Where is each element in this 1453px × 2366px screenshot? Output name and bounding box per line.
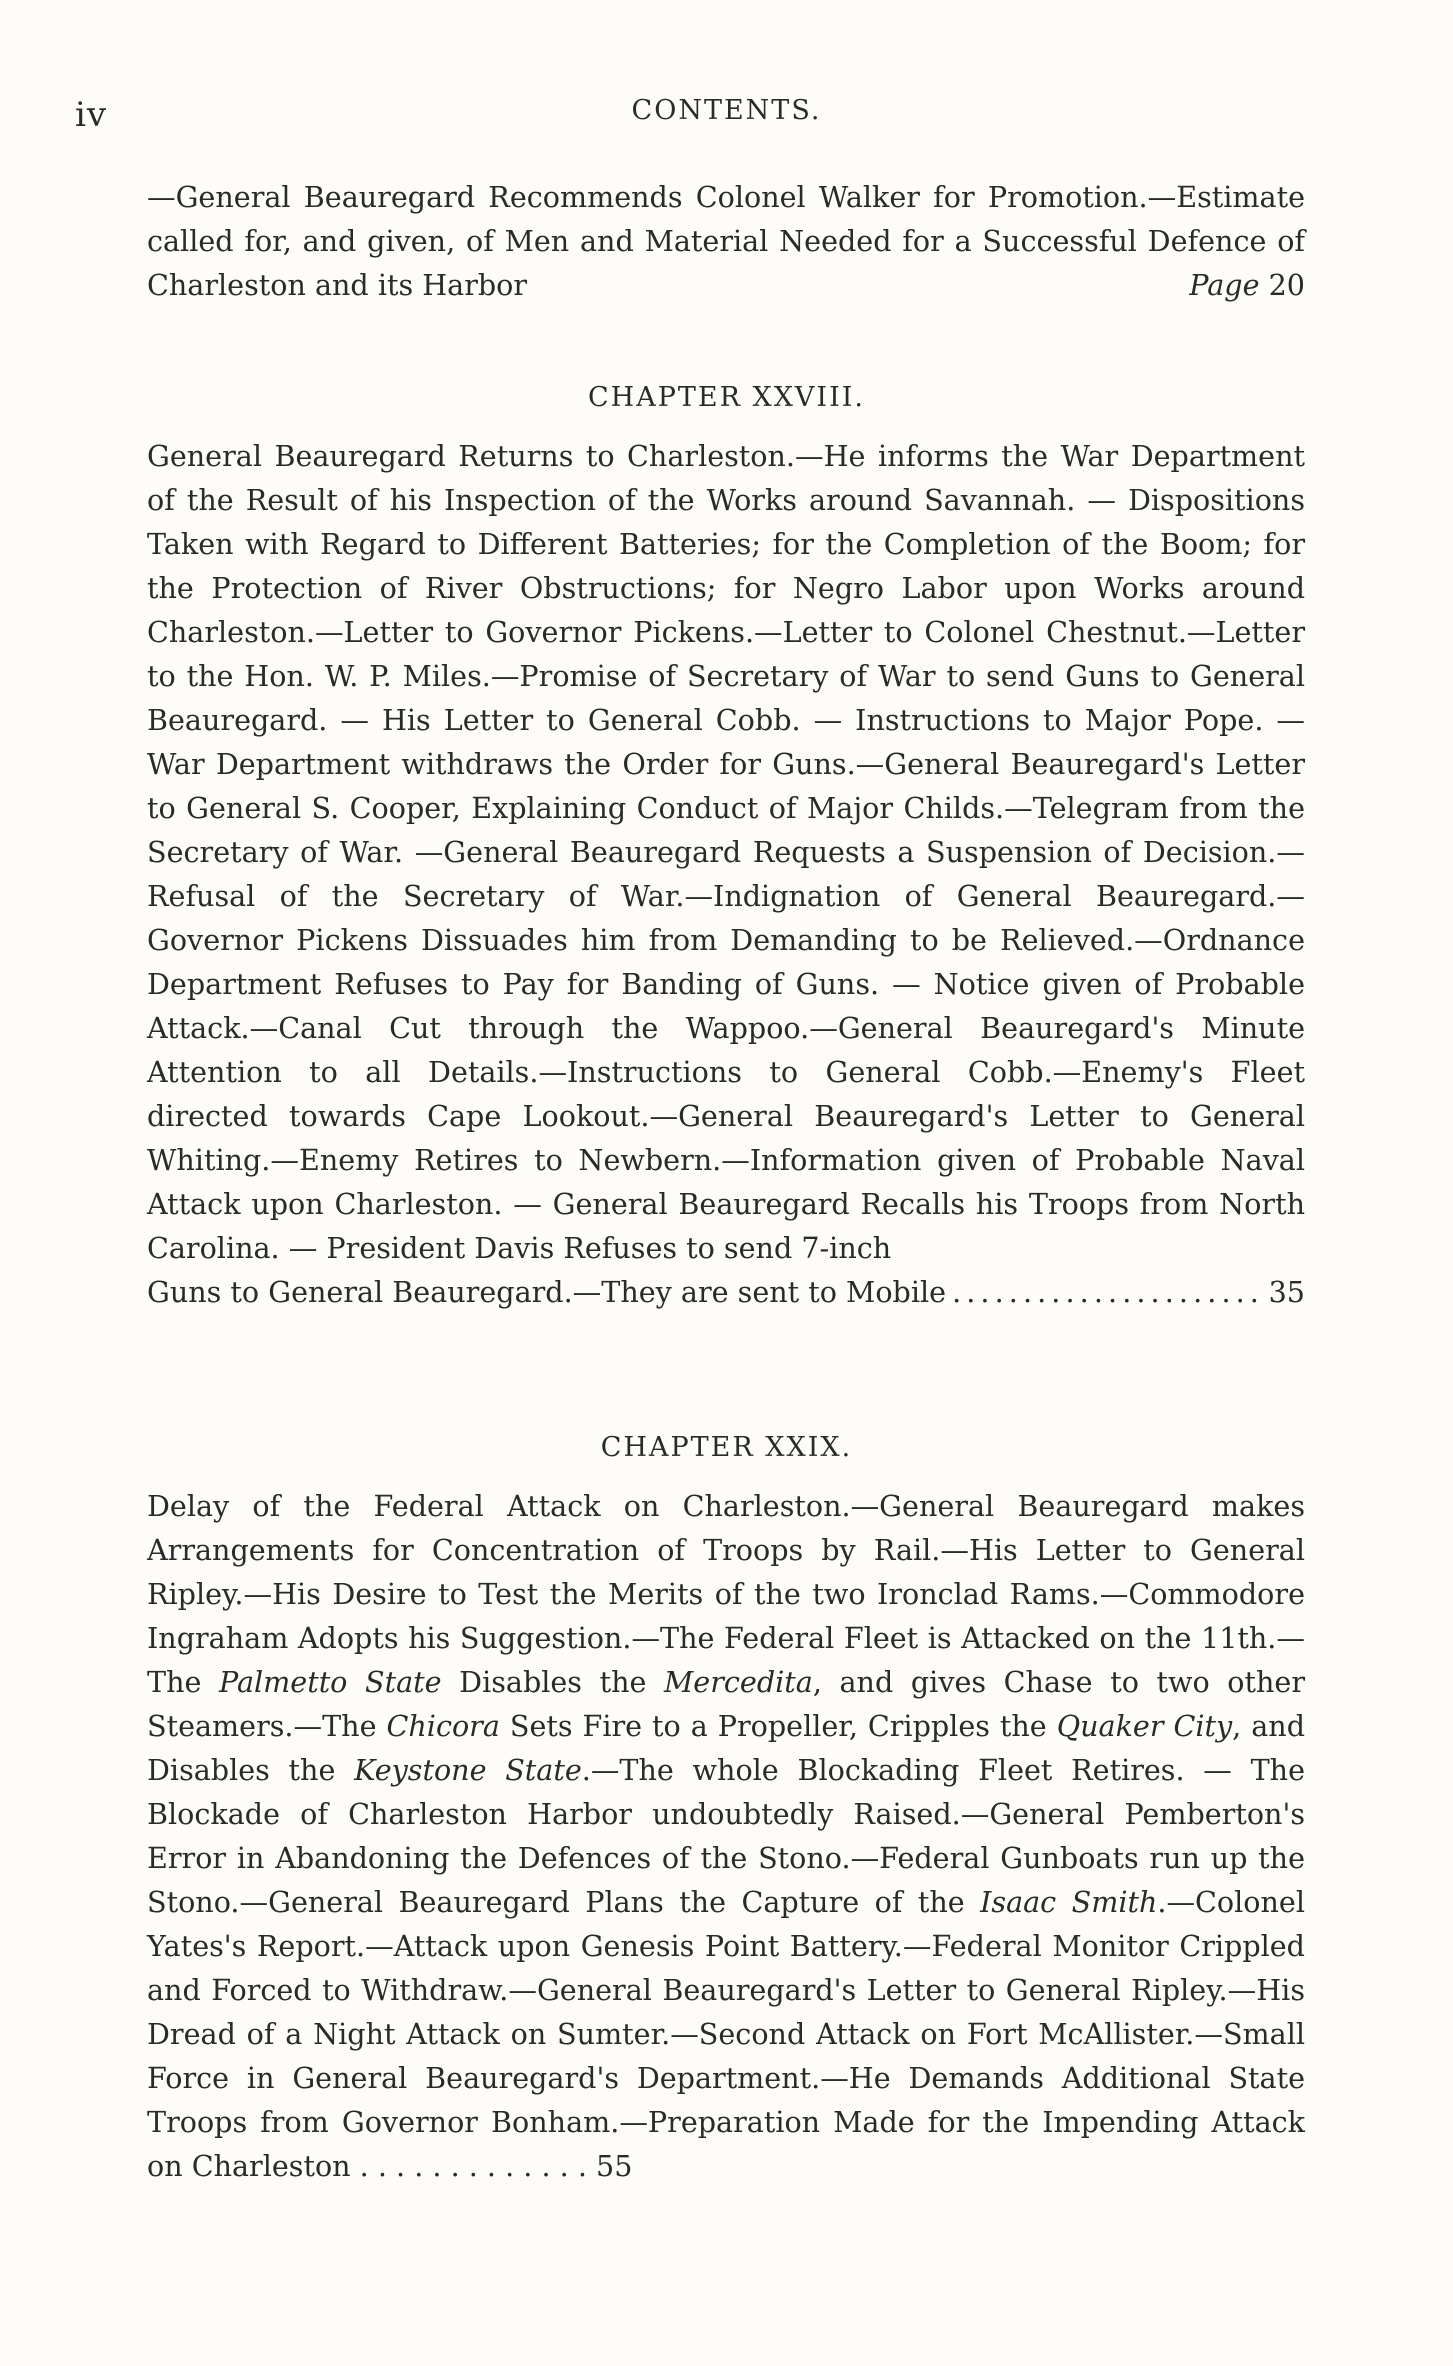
chapter-xxix-seg-12: .—Colonel Yates's Report.—Attack upon Genesis Point Battery.—Federal Monitor Crippled and Forced to Withdraw.—General Beauregard's Letter to General Ripley.—His Dread of a Night Attack on Sumter.—Second Attack on Fort McAllister.—Small Force in General Beauregard's Department.—He Demands Additional State Troops from Governor Bonham.—Preparation Made for the Impending Attack on Charleston <box>147 1885 1305 2183</box>
ship-chicora: Chicora <box>386 1709 500 1743</box>
running-head: CONTENTS. <box>631 95 822 126</box>
chapter-xxix-seg-10: .—The whole Blockading Fleet Retires. — The Blockade of Charleston Harbor undoubtedly Raised.—General Pemberton's Error in Abandoning the Defences of the Stono.—Federal Gunboats run up the Stono.—General Beauregard Plans the Capture of the <box>147 1753 1305 1919</box>
folio: iv <box>75 95 108 135</box>
chapter-xxviii-last-line <box>75 1270 1305 1314</box>
chapter-heading-xxix: CHAPTER XXIX. <box>600 1432 853 1463</box>
chapter-xxviii-body: General Beauregard Returns to Charleston.—He informs the War Department of the Result of his Inspection of the Works around Savannah. — Dispositions Taken with Regard to Different Batteries; for the Completion of the Boom; for the Protection of River Obstructions; for Negro Labor upon Works around Charleston.—Letter to Governor Pickens.—Letter to Colonel Chestnut.—Letter to the Hon. W. P. Miles.—Promise of Secretary of War to send Guns to General Beauregard. — His Letter to General Cobb. — Instructions to Major Pope. — War Department withdraws the Order for Guns.—General Beauregard's Letter to General S. Cooper, Explaining Conduct of Major Childs.—Telegram from the Secretary of War. —General Beauregard Requests a Suspension of Decision.—Refusal of the Secretary of War.—Indignation of General Beauregard.—Governor Pickens Dissuades him from Demanding to be Relieved.—Ordnance Department Refuses to Pay for Banding of Guns. — Notice given of Probable Attack.—Canal Cut through the Wappoo.—General Beauregard's Minute Attention to all Details.—Instructions to General Cobb.—Enemy's Fleet directed towards Cape Lookout.—General Beauregard's Letter to General Whiting.—Enemy Retires to Newbern.—Information given of Probable Naval Attack upon Charleston. — General Beauregard Recalls his Troops from North Carolina. — President Davis Refuses to send 7-inch <box>147 439 1305 1265</box>
chapter-xxviii-text <box>75 434 1305 1270</box>
chapter-xxix-summary <box>75 1484 1305 2188</box>
chapter-xxviii-summary <box>75 434 1305 1314</box>
leader-dots-inline: . . . . . . . . . . . . . <box>350 2149 597 2183</box>
chapter-xxix-seg-4: , and gives Chase to two other Steamers.—The <box>147 1665 1306 1743</box>
page-label: Page <box>1189 268 1260 302</box>
intro-entry-line <box>147 175 1305 307</box>
ship-mercedita: Mercedita <box>664 1665 813 1699</box>
chapter-xxix-seg-2: Disables the <box>441 1665 665 1699</box>
ship-palmetto-state: Palmetto State <box>219 1665 442 1699</box>
chapter-xxviii-leader <box>147 1270 1305 1314</box>
chapter-xxviii-last-text: Guns to General Beauregard.—They are sent to Mobile <box>147 1275 947 1309</box>
intro-page-number: 20 <box>1268 268 1305 302</box>
ship-isaac-smith: Isaac Smith <box>980 1885 1158 1919</box>
chapter-xxix-seg-8: , and Disables the <box>147 1709 1305 1787</box>
ship-keystone-state: Keystone State <box>354 1753 582 1787</box>
intro-entry <box>75 175 1305 307</box>
chapter-heading-xxviii: CHAPTER XXVIII. <box>587 382 866 413</box>
intro-entry-text: —General Beauregard Recommends Colonel Walker for Promotion.—Estimate called for, and given, of Men and Material Needed for a Successful Defence of Charleston and its Harbor <box>147 180 1305 302</box>
ship-quaker-city: Quaker City <box>1056 1709 1233 1743</box>
intro-entry-block <box>75 175 1305 307</box>
chapter-xxix-page-number: 55 <box>596 2149 633 2183</box>
chapter-xxix-seg-0: Delay of the Federal Attack on Charleston.—General Beauregard makes Arrangements for Concentration of Troops by Rail.—His Letter to General Ripley.—His Desire to Test the Merits of the two Ironclad Rams.—Commodore Ingraham Adopts his Suggestion.—The Federal Fleet is Attacked on the 11th.—The <box>147 1489 1305 1699</box>
leader-dots <box>952 1270 1263 1314</box>
chapter-xxix-text <box>75 1484 1305 2188</box>
chapter-xxviii-page-number: 35 <box>1268 1275 1305 1309</box>
chapter-xxix-seg-6: Sets Fire to a Propeller, Cripples the <box>499 1709 1057 1743</box>
